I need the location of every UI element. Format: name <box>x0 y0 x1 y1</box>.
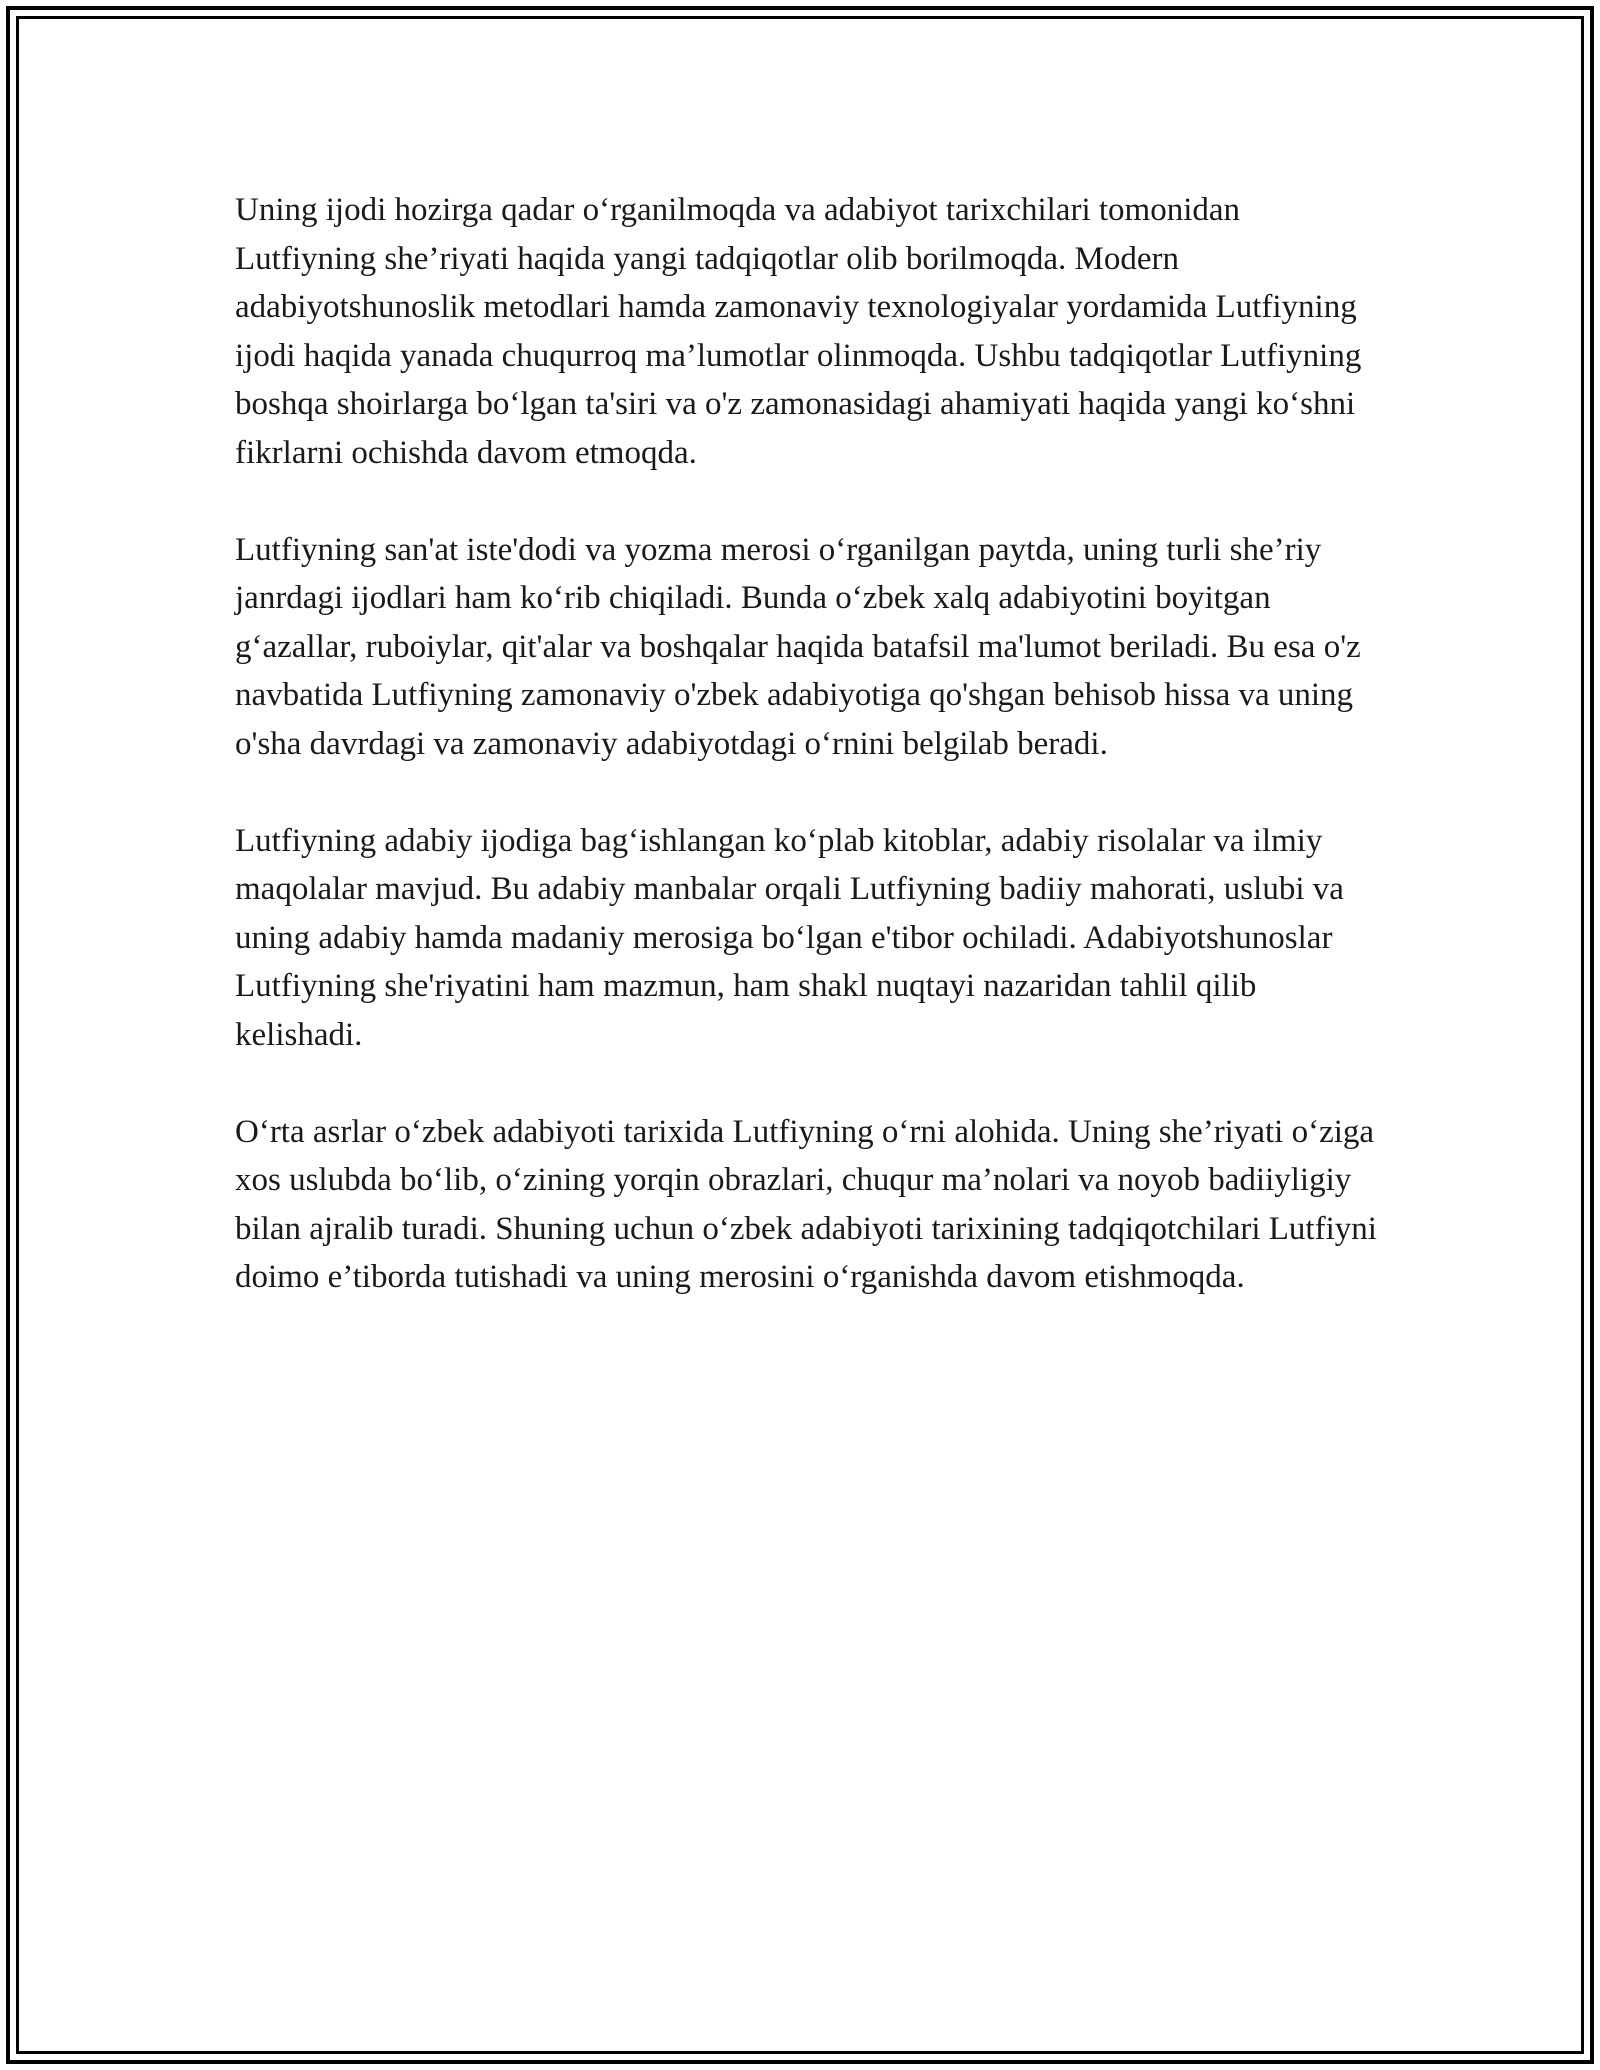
paragraph-2: Lutfiyning san'at iste'dodi va yozma merosi o‘rganilgan paytda, uning turli she’riy janrdagi ijodlari ham ko‘rib chiqiladi. Bunda o‘zbek xalq adabiyotini boyitgan g‘azallar, ruboiylar, qit'alar va boshqalar haqida batafsil ma'lumot beriladi. Bu esa o'z navbatida Lutfiyning zamonaviy o'zbek adabiyotiga qo'shgan behisob hissa va uning o'sha davrdagi va zamonaviy adabiyotdagi o‘rnini belgilab beradi. <box>235 531 1361 762</box>
paragraph-1: Uning ijodi hozirga qadar o‘rganilmoqda va adabiyot tarixchilari tomonidan Lutfiyning she’riyati haqida yangi tadqiqotlar olib borilmoqda. Modern adabiyotshunoslik metodlari hamda zamonaviy texnologiyalar yordamida Lutfiyning ijodi haqida yanada chuqurroq ma’lumotlar olinmoqda. Ushbu tadqiqotlar Lutfiyning boshqa shoirlarga bo‘lgan ta'siri va o'z zamonasidagi ahamiyati haqida yangi ko‘shni fikrlarni ochishda davom etmoqda. <box>235 192 1362 471</box>
paragraph-3: Lutfiyning adabiy ijodiga bag‘ishlangan ko‘plab kitoblar, adabiy risolalar va ilmiy maqolalar mavjud. Bu adabiy manbalar orqali Lutfiyning badiiy mahorati, uslubi va uning adabiy hamda madaniy merosiga bo‘lgan e'tibor ochiladi. Adabiyotshunoslar Lutfiyning she'riyatini ham mazmun, ham shakl nuqtayi nazaridan tahlil qilib kelishadi. <box>235 822 1344 1053</box>
document-body <box>235 186 1385 1350</box>
paragraph-4: O‘rta asrlar o‘zbek adabiyoti tarixida Lutfiyning o‘rni alohida. Uning she’riyati o‘ziga xos uslubda bo‘lib, o‘zining yorqin obrazlari, chuqur ma’nolari va noyob badiiyligiy bilan ajralib turadi. Shuning uchun o‘zbek adabiyoti tarixining tadqiqotchilari Lutfiyni doimo e’tiborda tutishadi va uning merosini o‘rganishda davom etishmoqda. <box>235 1113 1377 1295</box>
